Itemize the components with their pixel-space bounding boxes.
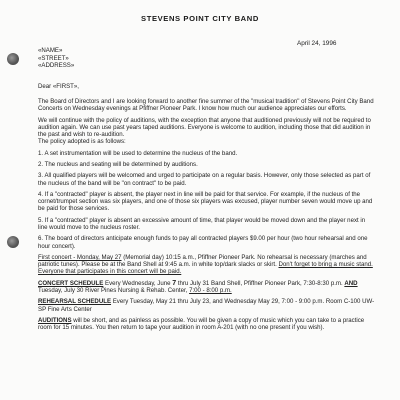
- rehearsal-schedule-label: REHEARSAL SCHEDULE: [38, 298, 112, 306]
- policy-item-3: 3. All qualified players will be welcomed and urged to participate on a regular basis. However, only those selected as part of the nucleus of the band will be "on contract" to be paid.: [38, 172, 371, 187]
- concert-schedule-text-2: thru July 31 Band Shell, Pfiffner Pioneer Park, 7:30-8:30 p.m.: [176, 279, 345, 287]
- first-concert-paragraph: [38, 254, 376, 276]
- binder-hole-bottom: [7, 236, 19, 248]
- policy-item-5: 5. If a "contracted" player is absent an excessive amount of time, that player would be moved down and the player next in line would move to the nucleus roster.: [38, 216, 366, 231]
- rehearsal-schedule-paragraph: [38, 298, 376, 312]
- first-concert-label: First concert - Monday, May 27: [38, 253, 122, 261]
- paragraph-intro: The Board of Directors and I are looking forward to another fine summer of the "musical tradition" of Stevens Point City Band Concerts on Wednesday evenings at Pfiffner Pioneer Park. I know how much our audience appreciates our efforts.: [38, 98, 374, 113]
- policy-item-2: 2. The nucleus and seating will be determined by auditions.: [38, 160, 198, 168]
- binder-hole-top: [7, 53, 19, 65]
- concert-schedule-paragraph: [38, 280, 376, 294]
- paragraph-policy-lead: The policy adopted is as follows:: [38, 138, 126, 146]
- letterhead-title: STEVENS POINT CITY BAND: [141, 14, 259, 23]
- address-block: [38, 47, 74, 70]
- policy-item-1: 1. A set instrumentation will be used to determine the nucleus of the band.: [38, 149, 238, 157]
- rehearsal-schedule-details: Every Tuesday, May 21 thru July 23, and Wednesday May 29, 7:00 - 9:00 p.m. Room C-100 UW-SP Fine Arts Center: [38, 298, 375, 313]
- policy-item-4: 4. If a "contracted" player is absent, the player next in line will be paid for that service. For example, if the nucleus of the cornet/trumpet section was six players, and one of those six players was excused, player number seven would move up and be paid for those services.: [38, 190, 373, 213]
- concert-schedule-label: CONCERT SCHEDULE: [38, 279, 104, 287]
- salutation: Dear «FIRST»,: [38, 83, 79, 90]
- auditions-paragraph: [38, 317, 376, 331]
- auditions-label: AUDITIONS: [38, 316, 72, 324]
- address-street: «STREET»: [38, 54, 69, 62]
- policy-item-6: 6. The board of directors anticipate enough funds to pay all contracted players $9.00 per hour (two hour rehearsal and one hour concert).: [38, 235, 368, 250]
- address-city: «ADDRESS»: [38, 62, 75, 69]
- letter-date: April 24, 1996: [297, 40, 337, 47]
- concert-schedule-time: 7:00 - 8:00 p.m.: [189, 286, 232, 294]
- concert-schedule-text-3: Tuesday, July 30 River Pines Nursing & Rehab. Center,: [38, 286, 190, 294]
- letter-body: [38, 98, 376, 336]
- handwritten-correction: 7: [172, 279, 177, 287]
- first-concert-details: (Memorial day) 10:15 a.m., Pfiffner Pioneer Park. No rehearsal is necessary (marches and patriotic tunes). Please be at the Band Shell at 9:45 a.m. in white top/dark slacks or skirt.: [38, 253, 367, 269]
- auditions-details: will be short, and as painless as possible. You will be given a copy of music which you can take to a practice room for 15 minutes. You then return to tape your audition in room A-201 (with no one present if you wish).: [38, 316, 365, 332]
- address-name: «NAME»: [38, 47, 63, 54]
- concert-schedule-text-1: Every Wednesday, June: [103, 279, 173, 287]
- concert-schedule-and: AND: [344, 279, 358, 287]
- paragraph-auditions-policy: We will continue with the policy of auditions, with the exception that anyone that auditioned previously will not be required to audition again. We can use past years taped auditions. Everyone is welcome to audition, including those that did audition in the past and wish to re-audition.: [38, 116, 371, 138]
- first-concert-reminder: Don't forget to bring a music stand. Everyone that participates in this concert will be paid.: [38, 261, 373, 276]
